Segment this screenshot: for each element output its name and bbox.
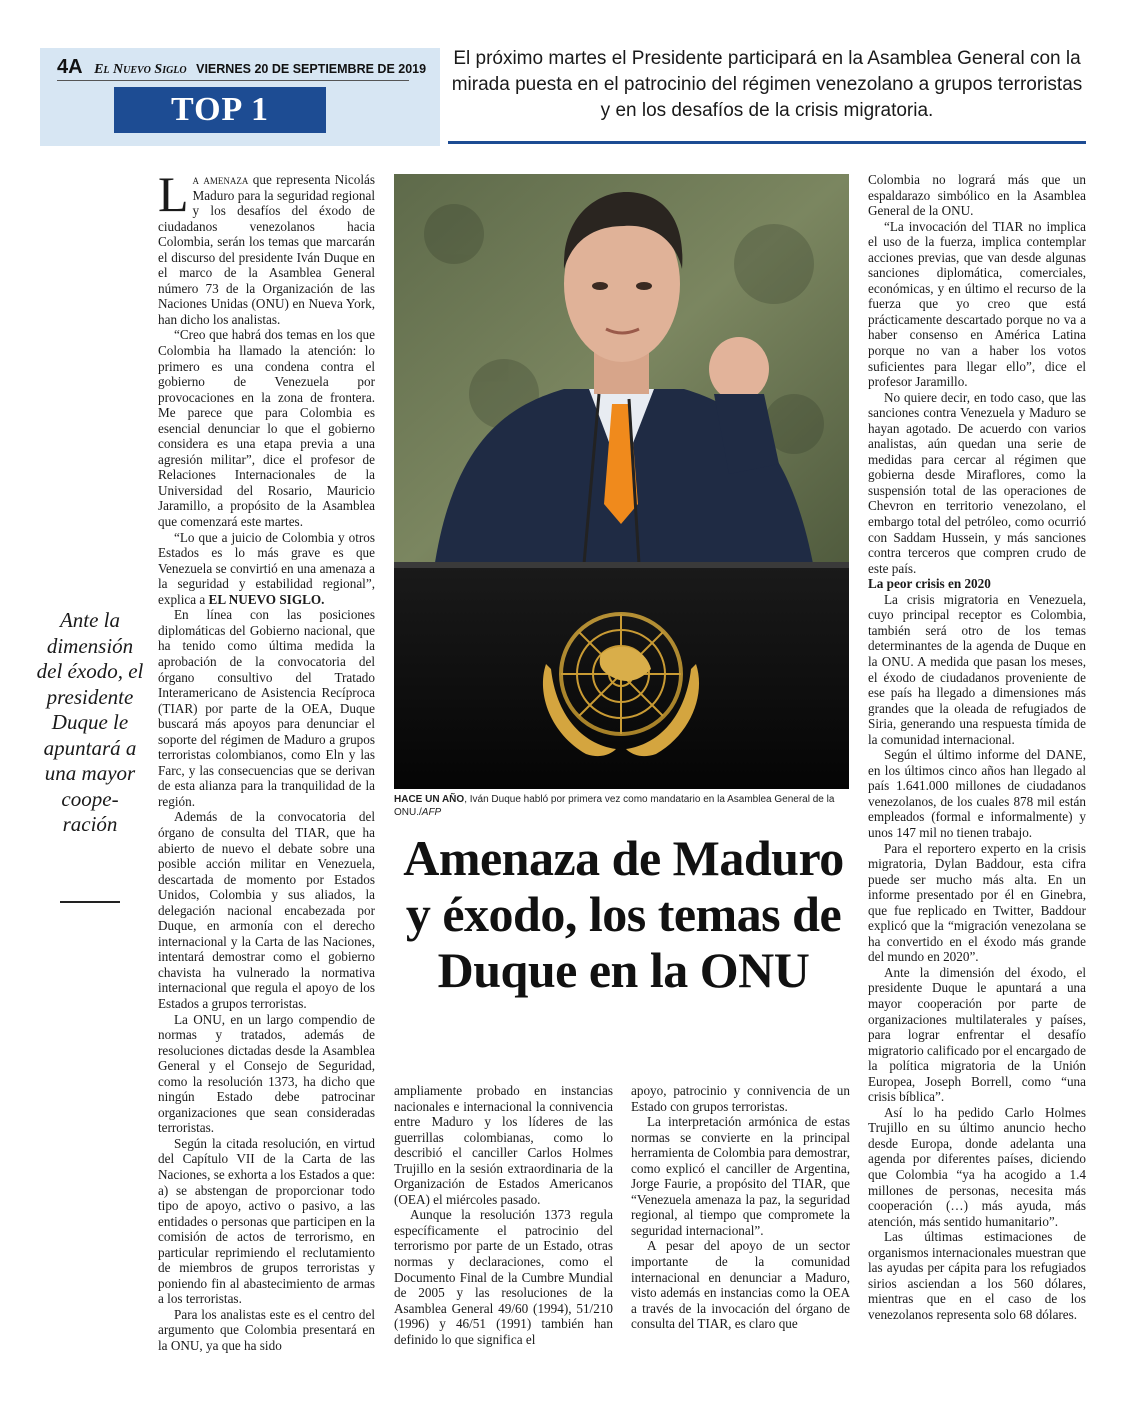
photo-illustration <box>394 174 849 789</box>
lead-paragraph <box>158 166 375 327</box>
article-photo <box>394 174 849 789</box>
paragraph: “La invocación del TIAR no implica el uso de la fuerza, implica contemplar acciones previas, que van desde algunas sanciones diplomática, comerciales, económicas, y en último el recurso de la fuerza que yo creo que está prácticamente descartado porque no va a haber consenso en América Latina porque no van a haber los votos suficientes para llegar ello”, dice el profesor Jaramillo. <box>868 218 1086 390</box>
drop-cap: L <box>158 166 189 222</box>
paragraph: Las últimas estimaciones de organismos internacionales muestran que las ayudas per cápita para los refugiados sirios asciendan a los 560 dólares, mientras que en el caso de los venezolanos representa solo 68 dólares. <box>868 1229 1086 1322</box>
article-column-4 <box>868 172 1086 1322</box>
deck-rule <box>448 141 1086 144</box>
article-column-1 <box>158 166 375 1354</box>
caption-text: , Iván Duque habló por primera vez como mandatario en la Asamblea General de la ONU./ <box>394 794 835 818</box>
paragraph: “Creo que habrá dos temas en los que Colombia ha llamado la atención: lo primero es una condena contra el gobierno de Venezuela por provocaciones en la zona de frontera. Me parece que para Colombia es esencial denunciar lo que el gobierno considera es una etapa previa a una agresión militar”, dice el profesor de Relaciones Internacionales de la Universidad del Rosario, Mauricio Jaramillo, a propósito de la Asamblea que comenzará este martes. <box>158 327 375 530</box>
paragraph: La crisis migratoria en Venezuela, cuyo principal receptor es Colombia, también será otro de los temas determinantes de la agenda de Duque en la ONU. A medida que pasan los meses, el éxodo de ciudadanos proveniente de ese país ha llegado a dimensiones más grandes que la oleada de refugiados de Siria, generando una respuesta tímida de la comunidad internacional. <box>868 591 1086 747</box>
paragraph: Para los analistas este es el centro del argumento que Colombia presentará en la ONU, ya que ha sido <box>158 1306 375 1354</box>
paragraph: ampliamente probado en instancias nacionales e internacional la connivencia entre Maduro y los líderes de las guerrillas colombianas, como lo describió el canciller Carlos Holmes Trujillo en la sesión extraordinaria de la Organización de Estados Americanos (OEA) el miércoles pasado. <box>394 1083 613 1207</box>
paragraph-text: “Lo que a juicio de Colombia y otros Estados es lo más grave es que Venezuela se convirtió en una amenaza a la seguridad y estabilidad regional”, explica a <box>158 529 375 607</box>
newspaper-name: El Nuevo Siglo <box>94 62 187 77</box>
headline: Amenaza de Maduro y éxodo, los temas de Duque en la ONU <box>403 830 844 998</box>
folio-divider <box>57 80 409 81</box>
paragraph: La ONU, en un largo compendio de normas y tratados, además de resoluciones dictadas desde la Asamblea General y el Consejo de Seguridad, como la resolución 1373, ha dicho que ningún Estado debe patrocinar organizaciones que sean consideradas terroristas. <box>158 1011 375 1136</box>
pull-quote-rule <box>60 901 120 903</box>
article-column-3 <box>631 1083 850 1332</box>
paragraph: Así lo ha pedido Carlo Holmes Trujillo en su último anuncio hecho desde Europa, donde adelanta una agenda por diferentes países, diciendo que Colombia “ya ha acogido a 1.4 millones de personas, necesita más cooperación (…) más ayuda, más atención, más sentido humanitario”. <box>868 1104 1086 1229</box>
issue-date: VIERNES 20 DE SEPTIEMBRE DE 2019 <box>196 62 427 76</box>
paragraph-text: que representa Nicolás Maduro para la seguridad regional y los desafíos del éxodo de ciudadanos venezolanos hacia Colombia, serán los temas que marcarán el discurso del presidente Iván Duque en el marco de la Asamblea General número 73 de la Organización de las Naciones Unidas (ONU) en Nueva York, han dicho los analistas. <box>158 172 375 327</box>
lead-smallcaps: a amenaza <box>192 172 249 187</box>
paragraph: Aunque la resolución 1373 regula específicamente el patrocinio del terrorismo por parte de un Estado, otras normas y declaraciones, como el Documento Final de la Cumbre Mundial de 2005 y las resoluciones de la Asamblea General 49/60 (1994), 51/210 (1996) y 46/51 (1991) también han definido lo que significa el <box>394 1207 613 1347</box>
paragraph: Según el último informe del DANE, en los últimos cinco años han llegado al país 1.641.000 millones de ciudadanos venezolanos, de los cuales 878 mil están empleados (formal e informalmente) y unos 147 mil no tienen trabajo. <box>868 747 1086 840</box>
paragraph: A pesar del apoyo de un sector importante de la comunidad internacional en denunciar a Maduro, visto además en instancias como la OEA a través de la invocación del órgano de consulta del TIAR, es claro que <box>631 1238 850 1332</box>
paragraph <box>158 530 375 608</box>
caption-label: HACE UN AÑO <box>394 794 465 805</box>
folio-line <box>57 56 437 79</box>
paragraph: Ante la dimensión del éxodo, el presidente Duque le apuntará a una mayor cooperación por parte de organizaciones multilaterales y países, para lograr enfrentar el desafío migratorio calificado por el encargado de la política migratoria de la Unión Europea, Joseph Borrell, como “una crisis bíblica”. <box>868 964 1086 1105</box>
photo-caption <box>394 793 849 819</box>
pull-quote: Ante la dimensión del éxodo, el presidente Duque le apuntará a una mayor coope-ración <box>36 608 144 836</box>
paragraph: Colombia no logrará más que un espaldarazo simbólico en la Asamblea General de la ONU. <box>868 172 1086 219</box>
article-column-2 <box>394 1083 613 1347</box>
deck-summary: El próximo martes el Presidente participará en la Asamblea General con la mirada puesta en el patrocinio del régimen venezolano a grupos terroristas y en los desafíos de la crisis migratoria. <box>451 48 1083 121</box>
section-label: TOP 1 <box>114 87 326 133</box>
paragraph: apoyo, patrocinio y connivencia de un Estado con grupos terroristas. <box>631 1083 850 1114</box>
newspaper-mention: EL NUEVO SIGLO. <box>208 591 325 607</box>
paragraph: No quiere decir, en todo caso, que las sanciones contra Venezuela y Maduro se hayan agotado. De acuerdo con varios analistas, aún quedan una serie de medidas para cercar al régimen que gobierna desde Miraflores, como la suspensión total de las operaciones de Chevron en territorio venezolano, el embargo total del petróleo, como ocurrió con Saddam Hussein, y más sanciones contra terceros que compren crudo de este país. <box>868 389 1086 576</box>
paragraph: Para el reportero experto en la crisis migratoria, Dylan Baddour, esta cifra puede ser mucho más alta. En un informe presentado por él en Ginebra, que fue replicado en Twitter, Baddour explicó que la “migración venezolana se ha convertido en el éxodo más grande del mundo en 2020”. <box>868 840 1086 965</box>
subheading: La peor crisis en 2020 <box>868 576 991 592</box>
paragraph: Según la citada resolución, en virtud del Capítulo VII de la Carta de las Naciones, se exhorta a los Estados a que: a) se abstengan de proporcionar todo tipo de apoyo, activo o pasivo, a las entidades o personas que participen en la comisión de actos de terrorismo, en particular reprimiendo el reclutamiento de miembros de grupos terroristas y poniendo fin al abastecimiento de armas a los terroristas. <box>158 1135 375 1307</box>
paragraph: Además de la convocatoria del órgano de consulta del TIAR, que ha abierto de nuevo el debate sobre una posible acción militar en Venezuela, descartada de momento por Estados Unidos, Colombia y sus aliados, la delegación nacional encabezada por Duque, en armonía con el derecho internacional y la Carta de las Naciones, intentará demostrar como el gobierno chavista ha vulnerado la normativa internacional que regula el apoyo de los Estados a grupos terroristas. <box>158 809 375 1011</box>
page-number: 4A <box>57 56 83 78</box>
photo-credit: AFP <box>421 807 442 818</box>
paragraph: La interpretación armónica de estas normas se convierte en la principal herramienta de Colombia para demostrar, como explicó el canciller de Argentina, Jorge Faurie, a propósito del TIAR, que “Venezuela amenaza la paz, la seguridad regional, al tiempo que compromete la seguridad internacional”. <box>631 1114 850 1238</box>
paragraph: En línea con las posiciones diplomáticas del Gobierno nacional, que ha tenido como última medida la aprobación de la convocatoria del órgano consultivo del Tratado Interamericano de Asistencia Recíproca (TIAR) por parte de la OEA, Duque buscará más apoyos para denunciar el soporte del régimen de Maduro a grupos terroristas colombianos, como Eln y las Farc, y las consecuencias que se derivan de esta alianza para la tranquilidad de la región. <box>158 607 375 809</box>
